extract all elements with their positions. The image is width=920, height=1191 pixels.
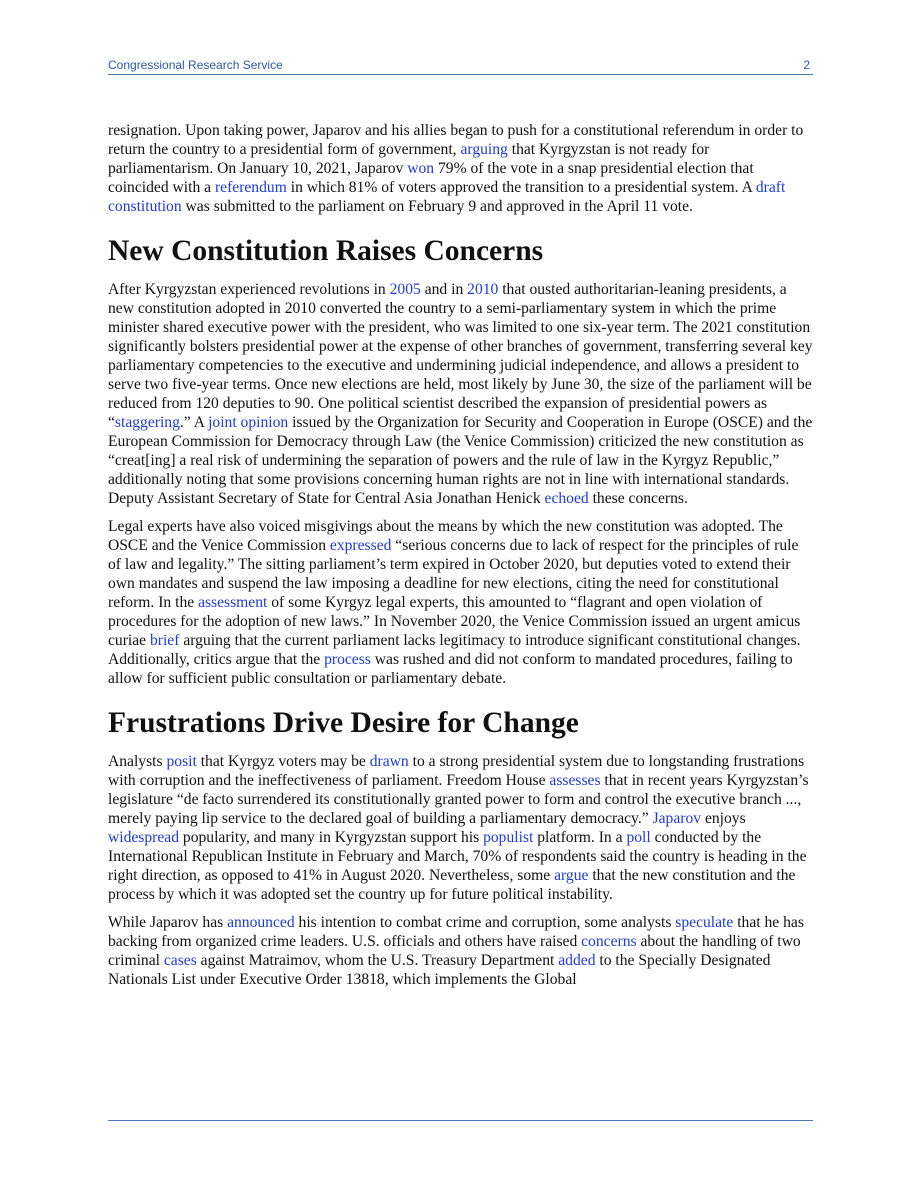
- page-number: 2: [803, 58, 810, 72]
- link-speculate[interactable]: speculate: [675, 914, 734, 931]
- link-arguing[interactable]: arguing: [460, 141, 508, 158]
- section-heading-new-constitution: New Constitution Raises Concerns: [108, 235, 544, 267]
- paragraph-2: After Kyrgyzstan experienced revolutions in 2005 and in 2010 that ousted authoritarian-leaning presidents, a new constitution adopted in 2010 converted the country to a semi-parliamentary system in which the prime minister shared executive power with the president, who was limited to one six-year term. The 2021 constitution significantly bolsters presidential power at the expense of other branches of government, transferring several key parliamentary competencies to the executive and undermining judicial independence, and allows a president to serve two five-year terms. Once new elections are held, most likely by June 30, the size of the parliament will be reduced from 120 deputies to 90. One political scientist described the expansion of presidential powers as “staggering.” A joint opinion issued by the Organization for Security and Cooperation in Europe (OSCE) and the European Commission for Democracy through Law (the Venice Commission) criticized the new constitution as “creat[ing] a real risk of undermining the separation of powers and the rule of law in the Kyrgyz Republic,” additionally noting that some provisions concerning human rights are not in line with international standards. Deputy Assistant Secretary of State for Central Asia Jonathan Henick echoed these concerns.: [108, 281, 813, 507]
- link-concerns[interactable]: concerns: [581, 933, 637, 950]
- paragraph-1: resignation. Upon taking power, Japarov and his allies began to push for a constitutional referendum in order to return the country to a presidential form of government, arguing that Kyrgyzstan is not ready for parliamentarism. On January 10, 2021, Japarov won 79% of the vote in a snap presidential election that coincided with a referendum in which 81% of voters approved the transition to a presidential system. A draft constitution was submitted to the parliament on February 9 and approved in the April 11 vote.: [108, 122, 804, 215]
- footer-divider: [108, 1120, 813, 1121]
- link-referendum[interactable]: referendum: [214, 179, 287, 196]
- document-body: [108, 121, 813, 989]
- link-won[interactable]: won: [407, 160, 435, 177]
- section-heading-frustrations: Frustrations Drive Desire for Change: [108, 707, 579, 739]
- link-joint-opinion[interactable]: joint opinion: [208, 414, 289, 431]
- link-echoed[interactable]: echoed: [544, 490, 589, 507]
- link-japarov[interactable]: Japarov: [652, 810, 702, 827]
- link-posit[interactable]: posit: [166, 753, 197, 770]
- link-brief[interactable]: brief: [149, 632, 180, 649]
- link-assesses[interactable]: assesses: [549, 772, 601, 789]
- link-poll[interactable]: poll: [626, 829, 651, 846]
- link-staggering[interactable]: staggering: [114, 414, 180, 431]
- link-widespread[interactable]: widespread: [108, 829, 180, 846]
- link-cases[interactable]: cases: [163, 952, 197, 969]
- link-added[interactable]: added: [558, 952, 596, 969]
- link-process[interactable]: process: [324, 651, 371, 668]
- paragraph-5: While Japarov has announced his intention to combat crime and corruption, some analysts speculate that he has backing from organized crime leaders. U.S. officials and others have raised concerns about the handling of two criminal cases against Matraimov, whom the U.S. Treasury Department added to the Specially Designated Nationals List under Executive Order 13818, which implements the Global: [108, 914, 804, 988]
- link-expressed[interactable]: expressed: [329, 537, 392, 554]
- header-source: Congressional Research Service: [108, 58, 283, 72]
- link-argue[interactable]: argue: [554, 867, 589, 884]
- paragraph-3: Legal experts have also voiced misgivings about the means by which the new constitution was adopted. The OSCE and the Venice Commission expressed “serious concerns due to lack of respect for the principles of rule of law and legality.” The sitting parliament’s term expired in October 2020, but deputies voted to extend their own mandates and suspend the law imposing a deadline for new elections, citing the need for constitutional reform. In the assessment of some Kyrgyz legal experts, this amounted to “flagrant and open violation of procedures for the adoption of new laws.” In November 2020, the Venice Commission issued an urgent amicus curiae brief arguing that the current parliament lacks legitimacy to introduce significant constitutional changes. Additionally, critics argue that the process was rushed and did not conform to mandated procedures, failing to allow for sufficient public consultation or parliamentary debate.: [108, 518, 801, 687]
- paragraph-4: Analysts posit that Kyrgyz voters may be drawn to a strong presidential system due to longstanding frustrations with corruption and the ineffectiveness of parliament. Freedom House assesses that in recent years Kyrgyzstan’s legislature “de facto surrendered its constitutionally granted power to form and control the executive branch ..., merely paying lip service to the declared goal of building a parliamentary democracy.” Japarov enjoys widespread popularity, and many in Kyrgyzstan support his populist platform. In a poll conducted by the International Republican Institute in February and March, 70% of respondents said the country is heading in the right direction, as opposed to 41% in August 2020. Nevertheless, some argue that the new constitution and the process by which it was adopted set the country up for future political instability.: [108, 753, 809, 903]
- link-announced[interactable]: announced: [227, 914, 295, 931]
- link-2005[interactable]: 2005: [389, 281, 421, 298]
- link-draft-constitution[interactable]: draft constitution: [108, 179, 786, 215]
- page-header: [108, 58, 813, 75]
- link-drawn[interactable]: drawn: [369, 753, 409, 770]
- link-2010[interactable]: 2010: [467, 281, 499, 298]
- link-assessment[interactable]: assessment: [198, 594, 268, 611]
- link-populist[interactable]: populist: [483, 829, 534, 846]
